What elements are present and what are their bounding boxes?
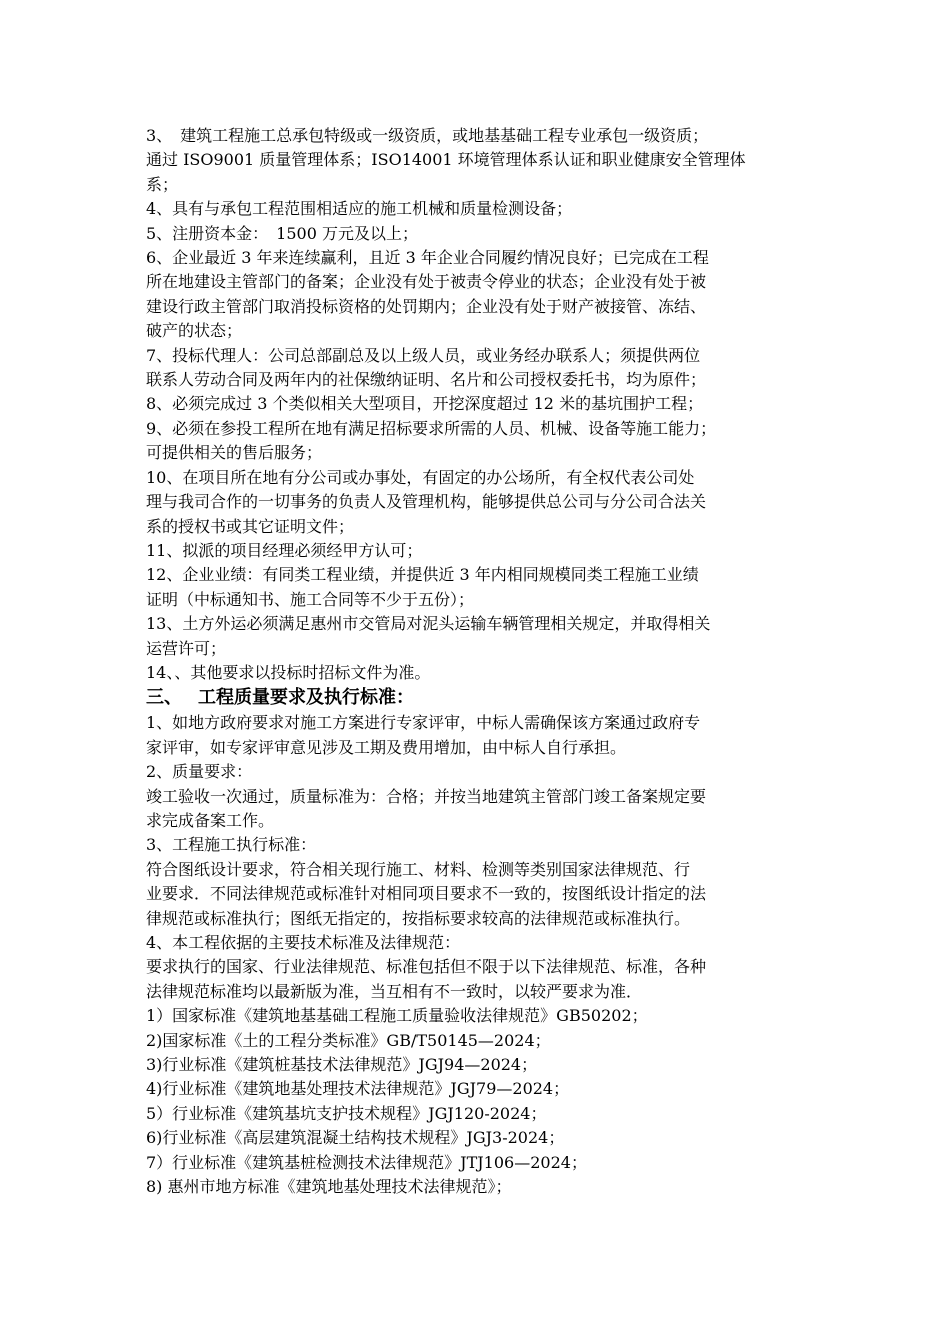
text-line: 3、工程施工执行标准：	[146, 835, 317, 855]
section-heading-number: 三、	[146, 687, 182, 709]
document-page	[146, 124, 826, 1199]
text-line: 证明（中标通知书、施工合同等不少于五份）；	[146, 589, 475, 609]
text-line: 14、、其他要求以投标时招标文件为准。	[146, 662, 431, 682]
text-line: 7、投标代理人：公司总部副总及以上级人员，或业务经办联系人；须提供两位	[146, 345, 701, 365]
section-heading	[146, 685, 826, 711]
text-line: 法律规范标准均以最新版为准，当互相有不一致时，以较严要求为准．	[146, 981, 643, 1001]
text-line: 5、注册资本金： 1500 万元及以上；	[146, 223, 418, 243]
text-line: 系的授权书或其它证明文件；	[146, 516, 355, 536]
text-line: 求完成备案工作。	[146, 810, 275, 830]
text-line: 6、企业最近 3 年来连续赢利，且近 3 年企业合同履约情况良好；已完成在工程	[146, 248, 709, 268]
text-line: 12、企业业绩：有同类工程业绩，并提供近 3 年内相同规模同类工程施工业绩	[146, 565, 699, 585]
text-line: 8、必须完成过 3 个类似相关大型项目，开挖深度超过 12 米的基坑围护工程；	[146, 394, 704, 414]
text-line: 建设行政主管部门取消投标资格的处罚期内；企业没有处于财产被接管、冻结、	[146, 296, 707, 316]
text-line: 4、本工程依据的主要技术标准及法律规范：	[146, 933, 461, 952]
text-line: 可提供相关的售后服务；	[146, 443, 323, 463]
text-line: 3、 建筑工程施工总承包特级或一级资质，或地基基础工程专业承包一级资质；	[146, 126, 709, 145]
text-line: 系；	[146, 174, 179, 194]
text-line: 4、具有与承包工程范围相适应的施工机械和质量检测设备；	[146, 199, 573, 219]
text-line: 运营许可；	[146, 638, 227, 658]
quality-standards	[146, 711, 826, 1199]
text-line: 符合图纸设计要求，符合相关现行施工、材料、检测等类别国家法律规范、行	[146, 859, 691, 879]
qualification-requirements	[146, 124, 826, 685]
text-line: 业要求．不同法律规范或标准针对相同项目要求不一致的，按图纸设计指定的法	[146, 884, 707, 904]
text-line: 10、在项目所在地有分公司或办事处，有固定的办公场所，有全权代表公司处	[146, 467, 695, 487]
text-line: 2、质量要求：	[146, 762, 253, 782]
text-line: 9、必须在参投工程所在地有满足招标要求所需的人员、机械、设备等施工能力；	[146, 418, 717, 438]
text-line: 1）国家标准《建筑地基基础工程施工质量验收法律规范》GB50202；	[146, 1006, 648, 1026]
text-line: 5）行业标准《建筑基坑支护技术规程》JGJ120-2024；	[146, 1103, 547, 1123]
text-line: 2)国家标准《土的工程分类标准》GB/T50145—2024；	[146, 1030, 551, 1050]
text-line: 家评审，如专家评审意见涉及工期及费用增加，由中标人自行承担。	[146, 737, 627, 757]
text-line: 1、如地方政府要求对施工方案进行专家评审，中标人需确保该方案通过政府专	[146, 713, 701, 733]
text-line: 7）行业标准《建筑基桩检测技术法律规范》JTJ106—2024；	[146, 1152, 587, 1172]
text-line: 6)行业标准《高层建筑混凝土结构技术规程》JGJ3-2024；	[146, 1128, 565, 1148]
text-line: 3)行业标准《建筑桩基技术法律规范》JGJ94—2024；	[146, 1055, 538, 1075]
text-line: 理与我司合作的一切事务的负责人及管理机构，能够提供总公司与分公司合法关	[146, 492, 707, 512]
text-line: 所在地建设主管部门的备案；企业没有处于被责令停业的状态；企业没有处于被	[146, 272, 707, 292]
text-line: 联系人劳动合同及两年内的社保缴纳证明、名片和公司授权委托书，均为原件；	[146, 370, 707, 390]
text-line: 11、拟派的项目经理必须经甲方认可；	[146, 540, 423, 560]
section-heading-text: 工程质量要求及执行标准：	[198, 687, 414, 709]
text-line: 13、土方外运必须满足惠州市交管局对泥头运输车辆管理相关规定，并取得相关	[146, 614, 711, 634]
text-line: 律规范或标准执行；图纸无指定的，按指标要求较高的法律规范或标准执行。	[146, 908, 691, 928]
text-line: 8) 惠州市地方标准《建筑地基处理技术法律规范》；	[146, 1177, 512, 1197]
text-line: 4)行业标准《建筑地基处理技术法律规范》JGJ79—2024；	[146, 1079, 570, 1099]
text-line: 要求执行的国家、行业法律规范、标准包括但不限于以下法律规范、标准，各种	[146, 957, 707, 977]
text-line: 通过 ISO9001 质量管理体系；ISO14001 环境管理体系认证和职业健康安全管理体	[146, 150, 746, 170]
text-line: 破产的状态；	[146, 321, 243, 341]
text-line: 竣工验收一次通过，质量标准为：合格；并按当地建筑主管部门竣工备案规定要	[146, 786, 707, 806]
